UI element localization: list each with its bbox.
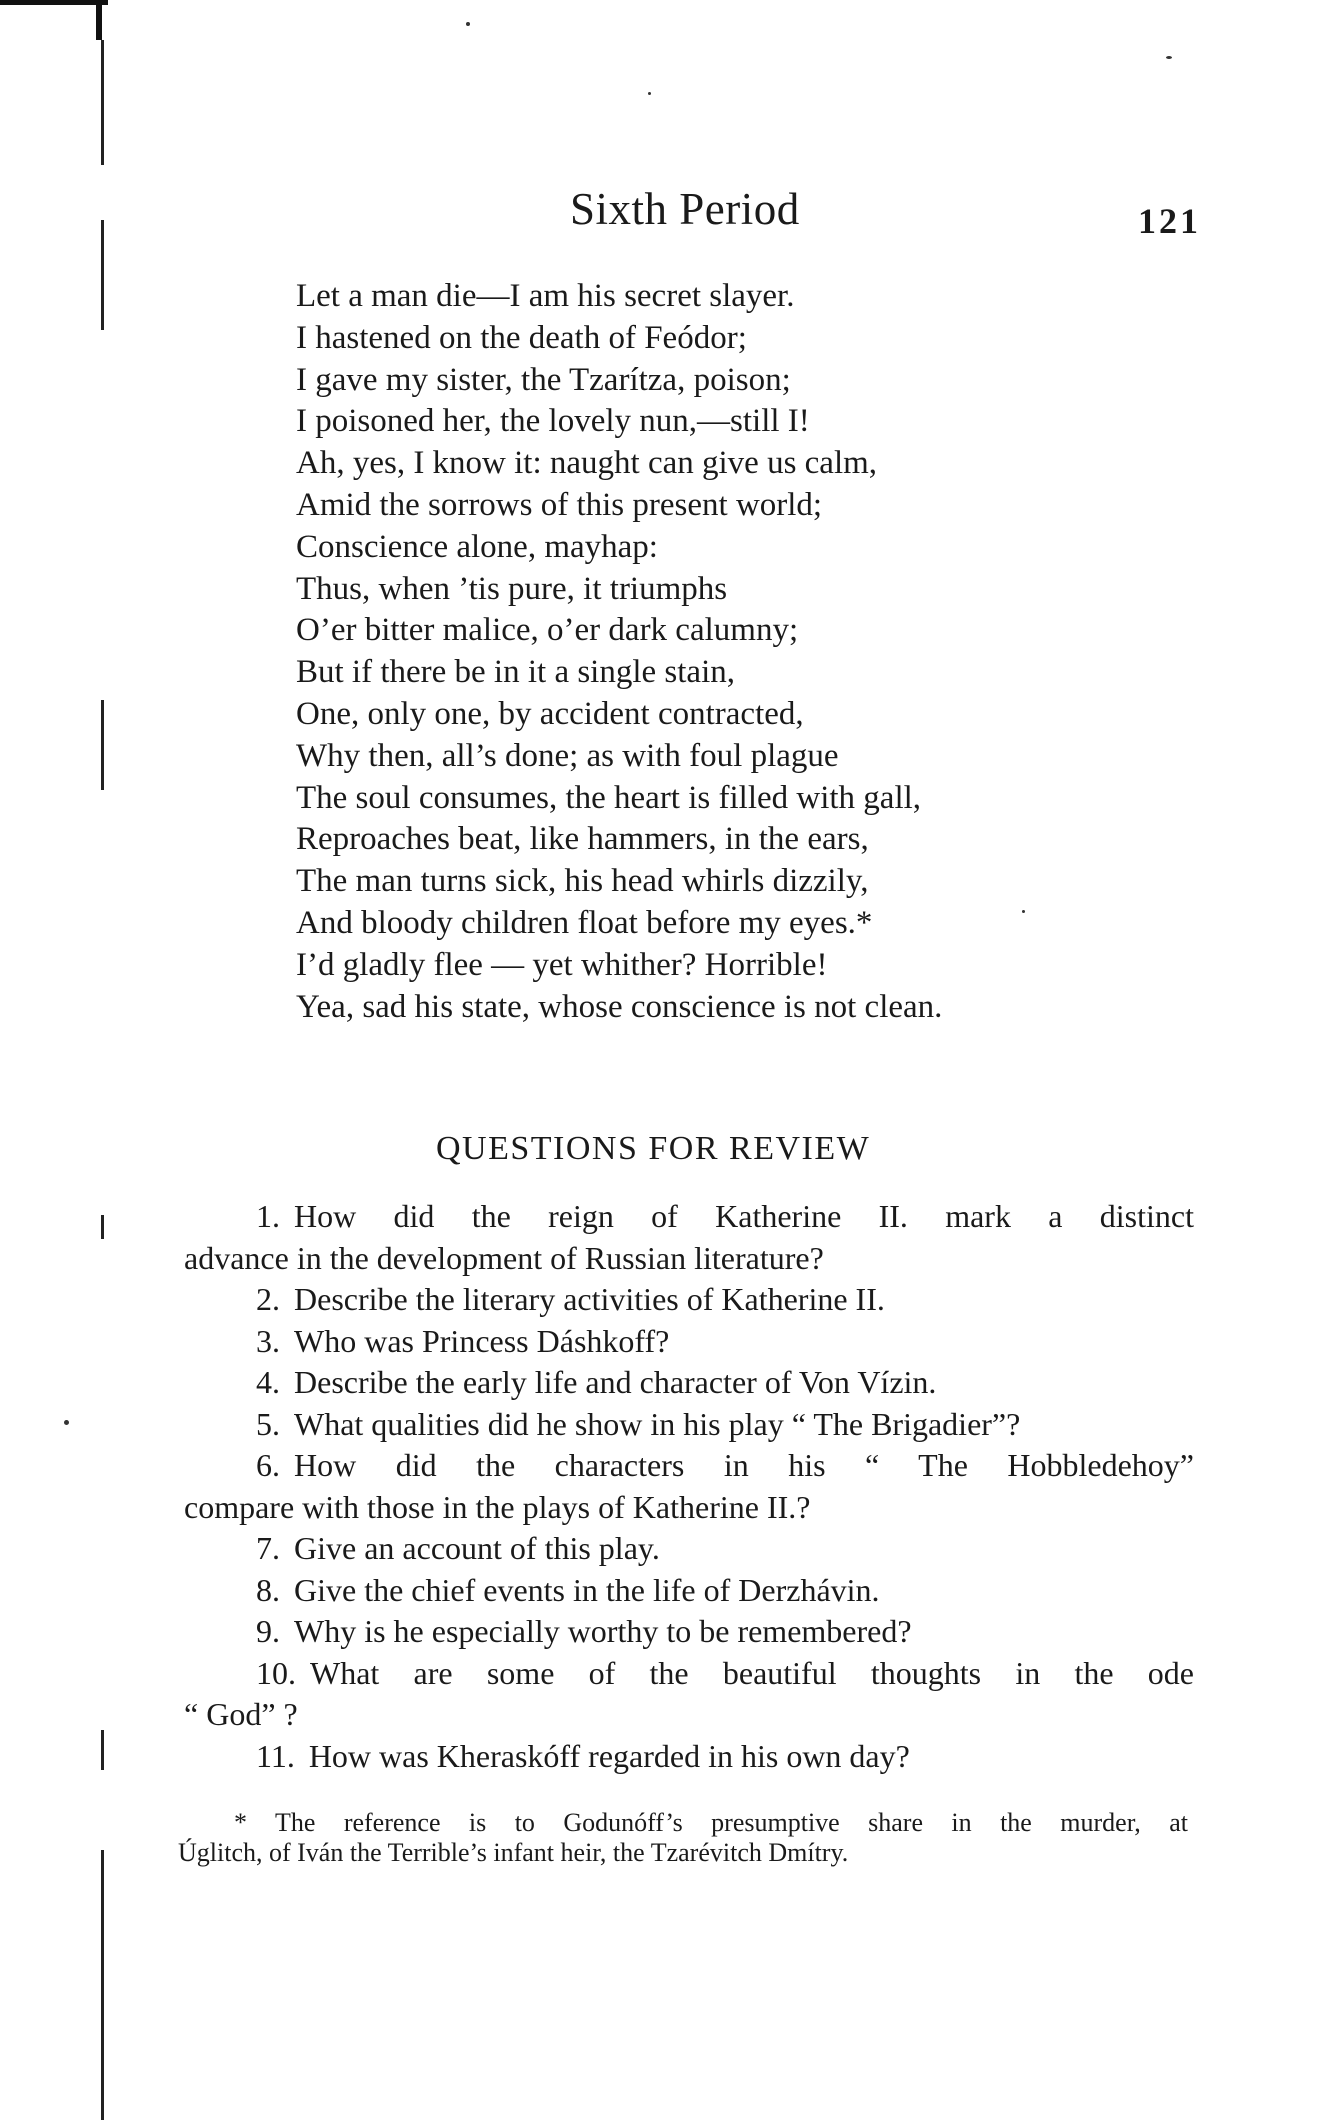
scan-corner-hook [96, 0, 102, 40]
scan-edge-line [101, 1215, 104, 1239]
poem-line: Ah, yes, I know it: naught can give us calm, [296, 445, 878, 482]
question-text: How did the characters in his “ The Hobbledehoy” [294, 1447, 1194, 1483]
footnote [178, 1808, 1188, 1868]
question-number: 5. [256, 1405, 280, 1442]
running-head: Sixth Period [570, 184, 800, 234]
question-number: 3. [256, 1322, 280, 1359]
question-line [184, 1279, 1194, 1321]
poem-line: The man turns sick, his head whirls dizzily, [296, 863, 869, 900]
poem-line: I’d gladly flee — yet whither? Horrible! [296, 946, 828, 983]
question-text: How did the reign of Katherine II. mark a distinct [294, 1198, 1194, 1234]
poem-line: Reproaches beat, like hammers, in the ears, [296, 821, 869, 858]
question-line [184, 1570, 1194, 1612]
question-number: 11. [256, 1737, 295, 1774]
footnote-line: Úglitch, of Iván the Terrible’s infant heir, the Tzarévitch Dmítry. [178, 1838, 849, 1867]
question-line [184, 1653, 1194, 1695]
question-line: compare with those in the plays of Katherine II.? [184, 1488, 811, 1525]
question-number: 7. [256, 1530, 280, 1566]
scan-corner-mark [0, 0, 108, 5]
poem-line: Thus, when ’tis pure, it triumphs [296, 570, 728, 607]
poem-line: O’er bitter malice, o’er dark calumny; [296, 612, 799, 649]
question-text: What are some of the beautiful thoughts in the ode [310, 1654, 1194, 1691]
scan-speck [64, 1420, 69, 1425]
question-text: How was Kheraskóff regarded in his own day? [308, 1737, 910, 1774]
question-line [184, 1611, 1194, 1653]
question-line [184, 1528, 1194, 1570]
scan-speck [648, 92, 651, 95]
scan-edge-line [101, 1730, 104, 1770]
scan-edge-line [101, 220, 104, 330]
scan-speck [466, 22, 470, 26]
question-line [184, 1736, 1194, 1778]
poem-line: I hastened on the death of Feódor; [296, 319, 747, 356]
poem-line: Why then, all’s done; as with foul plague [296, 737, 839, 774]
poem-line: And bloody children float before my eyes.* [296, 904, 873, 941]
question-text: What qualities did he show in his play “ The Brigadier”? [294, 1405, 1021, 1442]
poem-block [296, 276, 1196, 1028]
question-number: 4. [256, 1364, 280, 1400]
question-number: 10. [256, 1654, 296, 1691]
question-line [184, 1362, 1194, 1404]
question-number: 9. [256, 1613, 280, 1649]
question-number: 1. [256, 1198, 280, 1234]
question-number: 2. [256, 1281, 280, 1317]
poem-line: One, only one, by accident contracted, [296, 695, 804, 732]
question-line: advance in the development of Russian literature? [184, 1239, 824, 1276]
question-line [184, 1445, 1194, 1487]
question-line [184, 1404, 1194, 1446]
question-line [184, 1196, 1194, 1238]
scan-edge-line [101, 40, 104, 165]
poem-line: Let a man die—I am his secret slayer. [296, 278, 795, 314]
question-text: Give the chief events in the life of Derzhávin. [294, 1571, 880, 1608]
scan-speck [1166, 56, 1172, 59]
question-line: “ God” ? [184, 1696, 298, 1732]
question-number: 6. [256, 1447, 280, 1483]
footnote-line: * The reference is to Godunóff’s presumptive share in the murder, at [234, 1808, 1188, 1837]
poem-line: I gave my sister, the Tzarítza, poison; [296, 361, 791, 398]
poem-line: Conscience alone, mayhap: [296, 528, 658, 565]
poem-line: The soul consumes, the heart is filled with gall, [296, 779, 922, 816]
poem-line: Yea, sad his state, whose conscience is not clean. [296, 988, 943, 1025]
review-questions [184, 1196, 1194, 1777]
question-text: Describe the literary activities of Katherine II. [294, 1281, 885, 1317]
page-number: 121 [1138, 201, 1201, 241]
question-line [184, 1321, 1194, 1363]
question-number: 8. [256, 1571, 280, 1608]
scan-edge-line [101, 1850, 104, 2120]
section-heading: QUESTIONS FOR REVIEW [436, 1130, 871, 1167]
poem-line: But if there be in it a single stain, [296, 654, 735, 691]
question-text: Why is he especially worthy to be remembered? [294, 1613, 912, 1649]
poem-line: Amid the sorrows of this present world; [296, 486, 823, 523]
question-text: Describe the early life and character of Von Vízin. [294, 1364, 937, 1400]
scan-edge-line [101, 700, 104, 790]
question-text: Give an account of this play. [294, 1530, 660, 1566]
poem-line: I poisoned her, the lovely nun,—still I! [296, 403, 810, 440]
question-text: Who was Princess Dáshkoff? [294, 1322, 670, 1359]
